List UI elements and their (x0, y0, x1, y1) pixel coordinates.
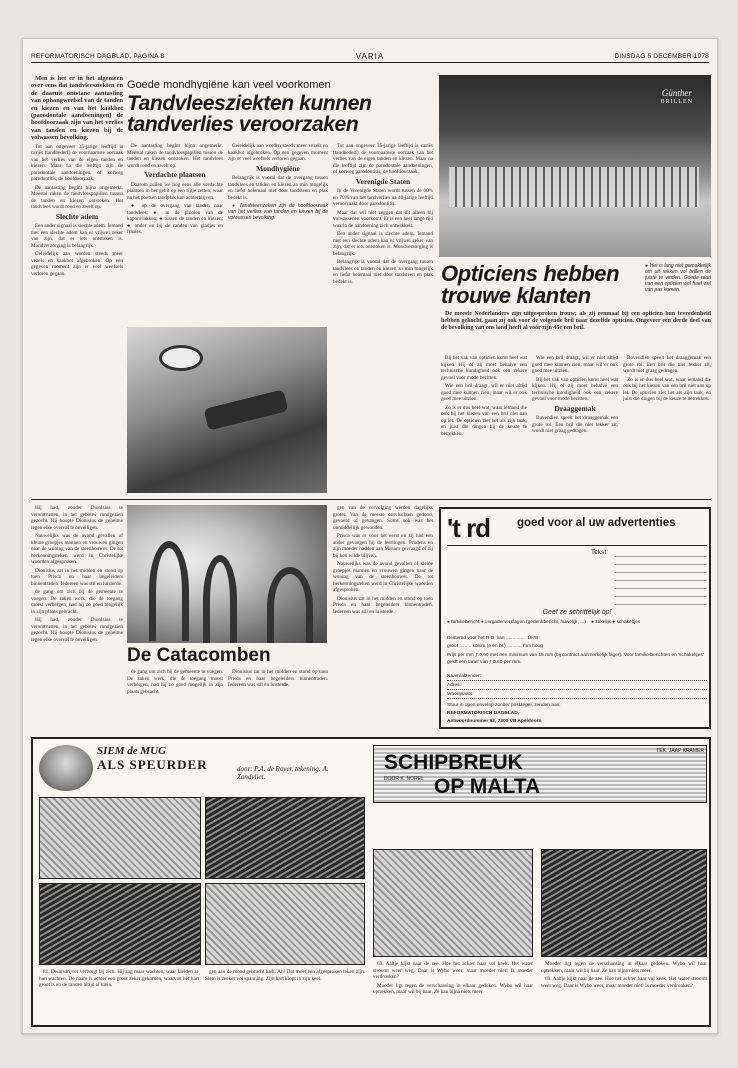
optician-column-1 (441, 355, 527, 495)
dental-paragraph: De aantasting begint bijna ongemerkt. Meestal raken de tandvleespapillen tussen de tanden en kiezen ontstoken. Het tandvlees wordt rood en zwelt op. (127, 143, 223, 169)
catacomb-paragraph: de gang om zich bij de gemeente te voegen. De zaken werk, die de toegang moest verbergen, had hij zo goed mogelijk in zijn plaats gebracht. (31, 589, 123, 615)
catacomb-paragraph: Prisca was er voor het eerst en zij had een ander gevoegen bij de leerlingen. Prudens en zijn moeder hadden aan Miriam gevraagd of zij bij hen wilde blijven. (333, 533, 433, 559)
dental-column-1 (31, 75, 123, 495)
siem-text-2: gen aan de mond gebracht hadt. Ah! Dat moet een afgesproken teken zijn. Siem is zeeker vol spanning. Zijn hart klopt in zijn keel. (205, 969, 365, 982)
masthead-paper-name: REFORMATORISCH DAGBLAD, PAGINA 8 (31, 53, 165, 60)
dental-paragraph: Geleidelijk aan worden steeds meer vezels en kaakbot afgebroken. Op een gegeven moment zijn er veel weefsels verloren gegaan. (228, 143, 328, 162)
dental-paragraph: Tot aan ongeveer 35-jarige leeftijd is cariës (tandbederf) de voornaamste oorzaak van het verlies van de eigen tanden en kiezen. Maar na die leeftijd zijn de parodontale aandoeningen, of korweg parodontitis, de hoofdoorzaak. (333, 143, 433, 175)
dental-column-3 (228, 143, 328, 323)
optician-paragraph: Wie een bril draagt, wil er niet altijd goed mee kunnen zien, maar wil er ook goed mee uitzien. (441, 383, 527, 402)
optician-paragraph: Bovendien speelt het draaggemak een grote rol. Een bril die niet lekker zit, wordt niet graag gedragen. (532, 415, 618, 434)
ad-city-field[interactable]: Woonplaats: (447, 691, 707, 699)
catacomb-paragraph: de gang om zich bij de gemeente te voegen. De zaken werk, die de toegang moest verbergen, had hij zo goed mogelijk in zijn plaats gebracht. (127, 669, 223, 695)
siem-text-1: 81. Dwarsdrijver verborgt bij zich. Hij zag maar wachten, waar hielden ze hun wachten. De naam is achter een groot zeker gekomen, waarvan het hart groot is en de randen altijd al klein. (39, 969, 199, 988)
optician-photo (439, 75, 711, 257)
optician-paragraph: Wie een bril draagt, wil er niet altijd goed mee kunnen zien, maar wil er ook goed mee uitzien. (532, 355, 618, 374)
ad-field-label: Tekst: (591, 549, 608, 556)
dental-paragraph: Belangrijk is vooral dat de overgang tussen tandvlees en tanden en kiezen zo min mogelijk en liefst helemaal niet door tandsteen en plak bedekt is. (228, 175, 328, 201)
shop-sign: Günther BRILLEN (660, 88, 693, 105)
siem-panel-3 (39, 883, 201, 965)
dental-paragraph: Geleidelijk aan worden steeds meer vezels en kaakbot afgebroken. Op een gegeven moment zijn er veel weefsels verloren gegaan. (31, 251, 123, 277)
malta-title-line-2: OP MALTA (434, 775, 541, 798)
optician-column-2 (532, 355, 618, 495)
ad-address-line-1: REFORMATORISCH DAGBLAD, (447, 711, 520, 716)
dental-paragraph: Belangrijk is vooral dat de overgang tussen tandvlees en tanden en kiezen zo min mogelijk en liefst helemaal niet door tandsteen en plak bedekt is. (333, 259, 433, 285)
malta-author: DOOR K. NOREL (384, 776, 424, 782)
optician-column-3 (623, 355, 711, 495)
arch-shape (149, 541, 189, 641)
ad-address-line-2: Antwoordnummer 92, 7300 VB Apeldoorn (447, 719, 542, 724)
catacomb-paragraph: gen van de vervolging werden dagelijks groter. Van de meeste ontvluchten gedood, gevoeld of gevangen. Soms ook was het onmiddellijk gewonden. (333, 505, 433, 531)
ad-tagline: goed voor al uw advertenties (517, 517, 676, 529)
ad-text-lines[interactable] (615, 549, 707, 605)
optician-paragraph: Zo is er dus heel wat, waar iemand die ook bij het kiezen van een bril niet aan op let. De opticien ziet het als zijn taak, en juist die dingen bij de keuze te betrekken. (441, 404, 527, 437)
arch-shape (267, 567, 313, 643)
catacomb-illustration (127, 505, 327, 643)
catacomb-paragraph: Dionisius zat in het midden en stond op toen Prisca en haar begeleiders binnentraden. Iedereen was stil en luisterde. (31, 567, 123, 587)
ad-rule (447, 545, 707, 546)
catacomb-column-2 (127, 669, 223, 729)
ad-send-instruction: Stuur in open envelop zonder postzegel, zenden aan: (447, 703, 561, 708)
catacomb-headline: De Catacomben (127, 645, 271, 666)
dental-paragraph: De aantasting begint bijna ongemerkt. Meestal raken de tandvleespapillen tussen de tanden en kiezen ontstoken. Het tandvlees wordt rood en zwelt op. (31, 184, 123, 211)
ad-pricing: Prijs per mm ƒ 0,60 met een minimum van 15 mm (bij contract aanmerkelijk lager). Voor familie-berichten en 'schakeltjes' geldt een tarief van ƒ 0,50 per mm. (447, 653, 704, 665)
dental-paragraph: Tot aan ongeveer 35-jarige leeftijd is cariës (tandbederf) de voornaamste oorzaak van het verlies van de eigen tanden en kiezen. Maar na die leeftijd zijn de parodontale aandoeningen, of korweg parodontitis, de hoofdoorzaak. (31, 143, 123, 183)
dental-column-4 (333, 143, 433, 493)
ad-options-right[interactable]: ● zakelijk ● schakeltjes (591, 620, 641, 625)
optician-caption: ● Het is lang niet gemakkelijk om uit rekken vol brillen de juiste te vinden. Goede raad van een opticien wel heel wel van pas komen. (645, 263, 711, 293)
dental-paragraph: Een ander signaal is slechte adem. Iemand met een slechte adem kan er vrijwel zeker van zijn, dat er iets ontstoken is. Mondverzorging is belangrijk. (31, 223, 123, 249)
arch-shape (203, 555, 237, 643)
dental-subhead-us: Verenigde Staten (355, 176, 411, 186)
dental-intro: Men is het er in het algemeen over eens dat tandvleesziekten en de daaruit ontstane aantasting van ophangweefsel van de tanden en kiezen en van het kaakbot (parodontale aandoeningen) de hoofdoorzaak zijn van het verlies van tanden en kiezen bij de volwassen bevolking. (31, 75, 123, 142)
malta-panel-1 (373, 849, 533, 957)
siem-panel-2 (205, 797, 365, 879)
glasses-shelf-shape (449, 167, 699, 207)
masthead-date: DINSDAG 5 DECEMBER 1978 (614, 53, 709, 60)
ad-form-line-1[interactable]: Bestemd voor het R.D. van ............... 1978 (447, 636, 538, 641)
catacomb-column-3 (228, 669, 328, 729)
dental-note: ● Tandsteenzeken zijn de hoofdoorzaak van het verlies van tanden en kiezen bij de volwassen bevolking. (228, 203, 328, 221)
dental-headline: Tandvleesziekten kunnen tandverlies veroorzaken (127, 93, 372, 136)
dental-lamp-shape (159, 345, 203, 371)
catacomb-paragraph: Dionisius zat in het midden en stond op toen Prisca en haar begeleiders binnentraden. Iedereen was stil en luisterde. (228, 669, 328, 688)
optician-subhead-comfort: Draaggemak (554, 403, 596, 413)
ad-instruction: Geef ze schriftelijk op! (542, 609, 612, 616)
masthead (31, 51, 709, 63)
masthead-section: VARIA (355, 52, 385, 61)
siem-panel-1 (39, 797, 201, 879)
optician-intro-block (441, 311, 711, 351)
dental-kicker: Goede mondhygiëne kan veel voorkomen (127, 79, 331, 89)
ad-options-left[interactable]: ● familiebericht ● vergaderverslagen (gedenkbericht, huwelijk, ...) (447, 620, 586, 625)
section-divider (31, 499, 711, 500)
malta-panel-2 (541, 849, 707, 957)
ad-address-field[interactable]: Adres: (447, 682, 707, 690)
rd-logo: 't rd (447, 513, 491, 543)
dental-paragraph: Een ander signaal is slechte adem. Iemand met een slechte adem kan er vrijwel zeker van zijn, dat er iets ontstoken is. Mondverzorging is belangrijk. (333, 231, 433, 257)
mosquito-mascot-illustration (39, 745, 93, 791)
ad-name-field[interactable]: Naam/afzender: (447, 673, 707, 681)
catacomb-column-1 (31, 505, 123, 729)
dental-list: ● op de overgang van tanden naar tandvlees; ● in de plooien van de kaponvlakken; ● tussen de tanden en kiezen; ● onder en bij de randen van gladjes en fraaies. (127, 203, 223, 235)
siem-title: SIEM de MUG ALS SPEURDER door: P.A. de Rover. tekening: A. Zandvliet. (97, 745, 329, 781)
dental-photo (127, 327, 327, 493)
malta-text-1: 69. Aaltje kijkt naar de zee. Hoe het achter haar vol keek. Het water stroomt weer weg. Daar is Wybo weer, maar moeder niet! Is moeder verdronken? Moeder ligt tegen de verschansing in elkaar gedoken. Wybo wil haar optrekken, maar wil bij haar. Ze kan bijna niets meer. (373, 961, 533, 995)
optician-paragraph: Bovendien speelt het draaggemak een grote rol. Een bril die niet lekker zit, wordt niet graag gedragen. (623, 355, 711, 374)
dental-subhead-hygiene: Mondhygiëne (256, 163, 300, 173)
ad-form-line-2[interactable]: groot ......... kolom (é én bl.) ........... mm hoog (447, 644, 543, 649)
optician-headline: Opticiens hebben trouwe klanten (441, 263, 620, 308)
newspaper-page (22, 38, 718, 1034)
optician-paragraph: Zo is er dus heel wat, waar iemand die ook bij het kiezen van een bril niet aan op let. De opticien ziet het als zijn taak, en juist die dingen bij de keuze te betrekken. (623, 376, 711, 402)
catacomb-paragraph: Hij had, zonder Dionisius te veronttrusten, in het gebouw rondgezien gezocht. Hij hoopte Dionisius de geheime tegen elke overval te beveiligen. (31, 617, 123, 643)
comics-section (31, 737, 711, 1027)
dental-paragraph: Daarom zullen we nog eens alle verdachte plaatsen in het gebit op een rijtje zetten, waar na het poetsen tandplak kan achterblijven. (127, 181, 223, 201)
siem-panel-4 (205, 883, 365, 965)
malta-text-2: Moeder ligt tegen de verschansing in elkaar gedoken. Wybo wil haar optrekken, maar wil bij haar. Ze kan bijna niets meer. 69. Aaltje kijkt naar de zee. Hoe het achter haar vol keek. Het water stroomt weer weg. Daar is Wybo weer, maar moeder niet! Is moeder verdronken? (541, 961, 707, 989)
malta-title-banner (373, 745, 707, 803)
malta-title-line-1: SCHIPBREUK (384, 751, 523, 774)
dental-chair-shape (204, 389, 289, 430)
catacomb-paragraph: Hij had, zonder Dionisius te veronttrusten, in het gebouw rondgezien gezocht. Hij hoopte Dionisius de geheime tegen elke overval te beveiligen. (31, 505, 123, 531)
dental-column-2 (127, 143, 223, 323)
dental-subhead-suspect-places: Verdachte plaatsen (144, 170, 206, 179)
catacomb-paragraph: Nauwelijks was de avond gevallen of kleine groepjes mannen en vrouwen gingen naar de woning van de steenhouwer. De tot herkenningsteken werd in Christelijke woorden afgesproken. (333, 561, 433, 593)
optician-paragraph: Bij het vak van opticien komt heel wat kijken. Hij of zij moet behalve een technische kundigheid ook een zekere gevoel voor mode bezitten. (532, 376, 618, 402)
malta-artist: TEK. JAAP KRAMER (656, 748, 704, 754)
dental-paragraph: In de Verenigde Staten wordt tussen de 60% en 70% van het tandverlies na 40-jarige leeftijd veroorzaakt door parodontitis. (333, 188, 433, 207)
optician-paragraph: Bij het vak van opticien komt heel wat kijken. Hij of zij moet behalve een technische kundigheid ook een zekere gevoel voor mode bezitten. (441, 355, 527, 381)
optician-intro: De meeste Nederlanders zijn uitgesproken trouw; als zij eenmaal bij een opticien hun tevredenheid hebben gekocht, gaan zij ook voor de volgende bril naar dezelfde opticien. Ongeveer een derde deel van de bevolking van ons land heeft al vóór zijn 45e een bril. (441, 311, 711, 331)
catacomb-column-4 (333, 505, 433, 729)
dental-subhead-bad-breath: Slechte adem (55, 211, 99, 221)
advertisement-form (439, 507, 711, 729)
catacomb-paragraph: Nauwelijks was de avond gevallen of kleine groepjes mannen en vrouwen gingen naar de woning van de steenhouwer. De tot herkenningsteken werd in Christelijke woorden afgesproken. (31, 533, 123, 565)
dental-paragraph: Maar dat wil niet zeggen dat dit alleen bij volwassenen voorkomt. Er is een heel lange tijd waarin de aandoening zich ontwikkelt. (333, 209, 433, 229)
catacomb-paragraph: Dionisius zat in het midden en stond op toen Prisca en haar begeleiders binnentraden. Iedereen was stil en luisterde. (333, 595, 433, 615)
